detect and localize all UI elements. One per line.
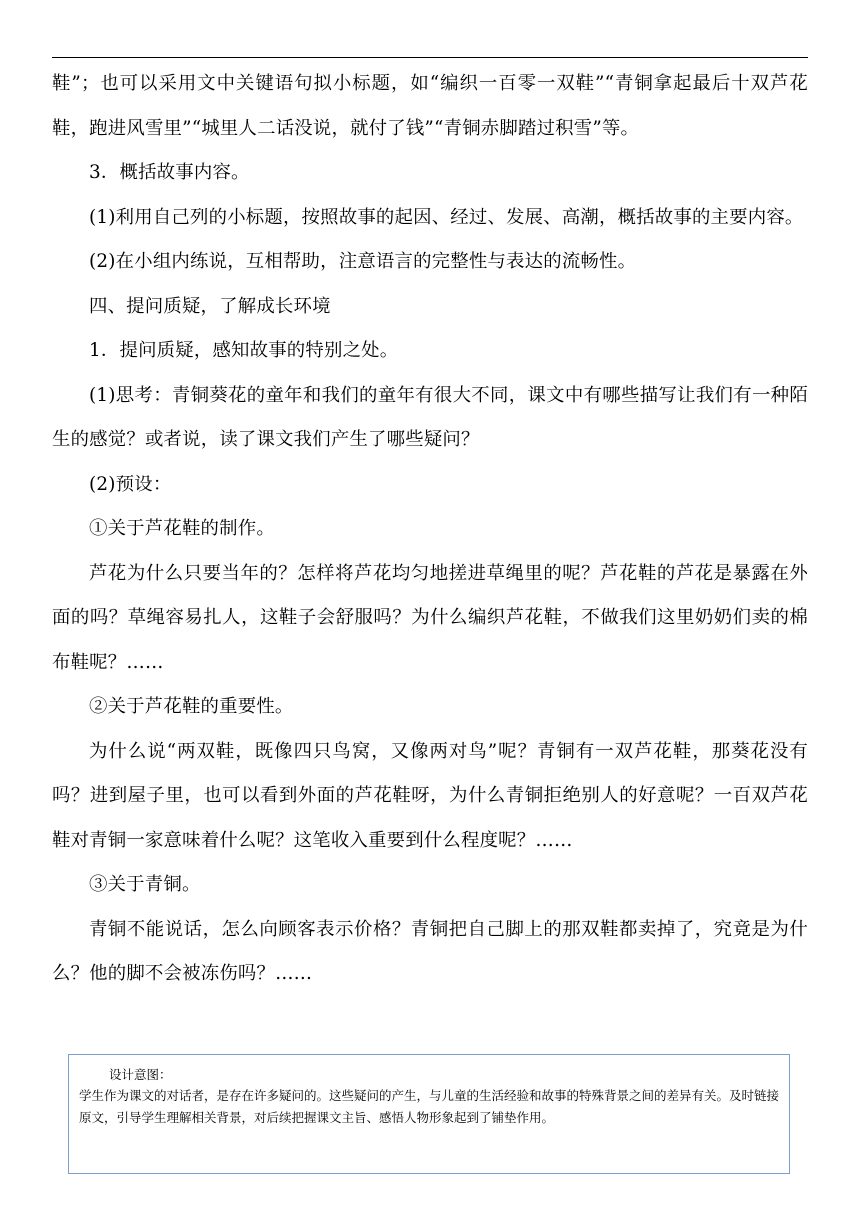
- paragraph-preset-2-body: 为什么说“两双鞋，既像四只鸟窝，又像两对鸟”呢？青铜有一双芦花鞋，那葵花没有吗？进到屋子里，也可以看到外面的芦花鞋呀，为什么青铜拒绝别人的好意呢？一百双芦花鞋对青铜一家意味着什么呢？这笔收入重要到什么程度呢？……: [52, 740, 808, 851]
- document-body: [52, 62, 808, 997]
- paragraph-think-question: (1)思考：青铜葵花的童年和我们的童年有很大不同，课文中有哪些描写让我们有一种陌生的感觉？或者说，读了课文我们产生了哪些疑问？: [52, 384, 808, 450]
- paragraph-step-3-heading: 3．概括故事内容。: [89, 162, 250, 183]
- paragraph-preset-1-heading: ①关于芦花鞋的制作。: [89, 518, 275, 539]
- design-intent-body: 学生作为课文的对话者，是存在许多疑问的。这些疑问的产生，与儿童的生活经验和故事的特殊背景之间的差异有关。及时链接原文，引导学生理解相关背景，对后续把握课文主旨、感悟人物形象起到了铺垫作用。: [79, 1088, 780, 1125]
- design-intent-box: [68, 1054, 790, 1174]
- design-intent-title: 设计意图：: [109, 1067, 172, 1082]
- paragraph-preset-3-heading: ③关于青铜。: [89, 874, 201, 895]
- paragraph-summarize-story: (1)利用自己列的小标题，按照故事的起因、经过、发展、高潮，概括故事的主要内容。: [89, 206, 804, 228]
- section-heading-4: 四、提问质疑，了解成长环境: [89, 295, 331, 317]
- paragraph-preset-3-body: 青铜不能说话，怎么向顾客表示价格？青铜把自己脚上的那双鞋都卖掉了，究竟是为什么？他的脚不会被冻伤吗？……: [52, 918, 808, 984]
- paragraph-step-1-heading: 1．提问质疑，感知故事的特别之处。: [89, 340, 399, 361]
- header-rule: [52, 57, 808, 58]
- paragraph-group-practice: (2)在小组内练说，互相帮助，注意语言的完整性与表达的流畅性。: [89, 251, 637, 272]
- paragraph-preset-heading: (2)预设：: [89, 473, 172, 495]
- paragraph-subtitle-examples: 鞋”；也可以采用文中关键语句拟小标题，如“编织一百零一双鞋”“青铜拿起最后十双芦花鞋，跑进风雪里”“城里人二话没说，就付了钱”“青铜赤脚踏过积雪”等。: [52, 73, 808, 139]
- paragraph-preset-1-body: 芦花为什么只要当年的？怎样将芦花均匀地搓进草绳里的呢？芦花鞋的芦花是暴露在外面的吗？草绳容易扎人，这鞋子会舒服吗？为什么编织芦花鞋，不做我们这里奶奶们卖的棉布鞋呢？……: [52, 562, 808, 673]
- paragraph-preset-2-heading: ②关于芦花鞋的重要性。: [89, 696, 294, 717]
